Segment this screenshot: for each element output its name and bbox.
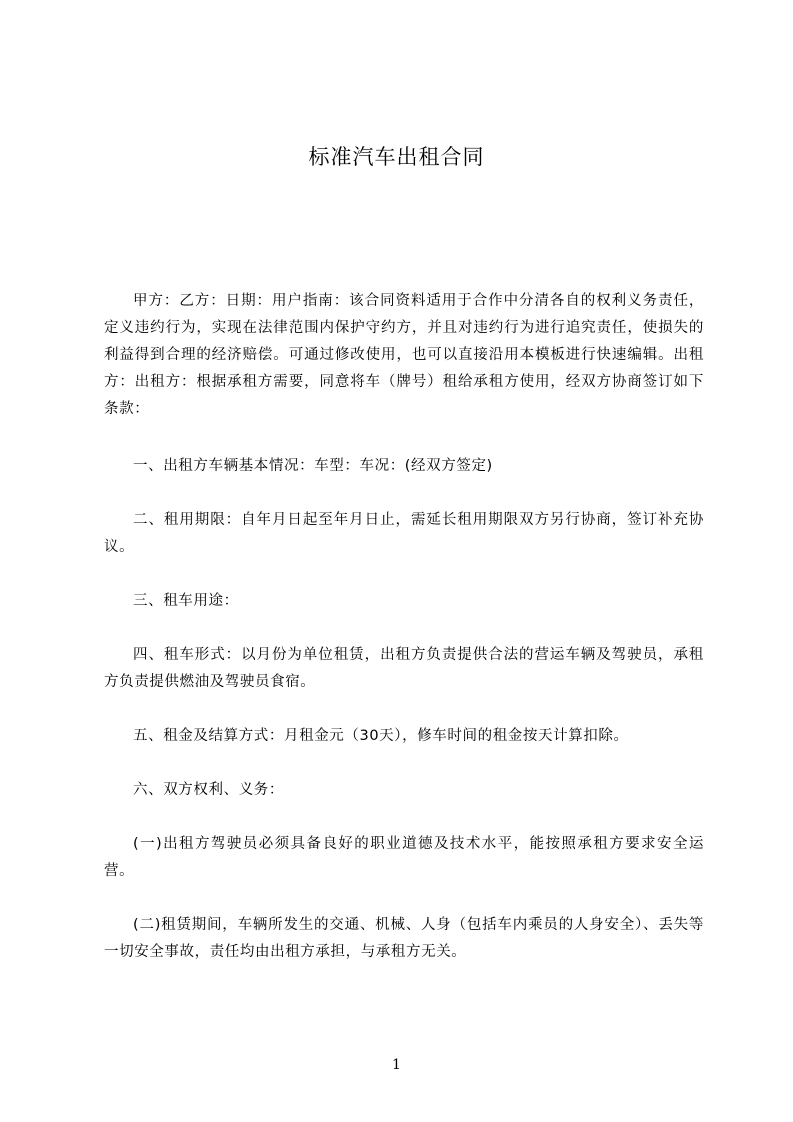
clause-1-vehicle-info: 一、出租方车辆基本情况：车型：车况：(经双方签定) [133, 458, 493, 474]
clause-2-rental-period: 二、租用期限：自年月日起至年月日止，需延长租用期限双方另行协商，签订补充协议。 [104, 512, 704, 555]
clause-6-rights-obligations: 六、双方权利、义务： [133, 782, 284, 798]
clause-6-item-1: (一)出租方驾驶员必须具备良好的职业道德及技术水平，能按照承租方要求安全运营。 [104, 836, 704, 879]
clause-6-item-2: (二)租赁期间，车辆所发生的交通、机械、人身（包括车内乘员的人身安全）、丢失等一切安全事故，责任均由出租方承担，与承租方无关。 [104, 917, 704, 960]
page-number: 1 [392, 1057, 401, 1073]
intro-paragraph: 甲方：乙方：日期：用户指南：该合同资料适用于合作中分清各自的权利义务责任，定义违约行为，实现在法律范围内保护守约方，并且对违约行为进行追究责任，使损失的利益得到合理的经济赔偿。可通过修改使用，也可以直接沿用本模板进行快速编辑。出租方：出租方：根据承租方需要，同意将车（牌号）租给承租方使用，经双方协商签订如下条款： [104, 293, 704, 417]
document-body [104, 288, 704, 966]
document-title: 标准汽车出租合同 [308, 145, 485, 169]
clause-4-rental-form: 四、租车形式：以月份为单位租赁，出租方负责提供合法的营运车辆及驾驶员，承租方负责提供燃油及驾驶员食宿。 [104, 647, 704, 690]
clause-5-rent-settlement: 五、租金及结算方式：月租金元（30天），修车时间的租金按天计算扣除。 [133, 728, 629, 744]
clause-3-rental-purpose: 三、租车用途： [133, 593, 239, 609]
